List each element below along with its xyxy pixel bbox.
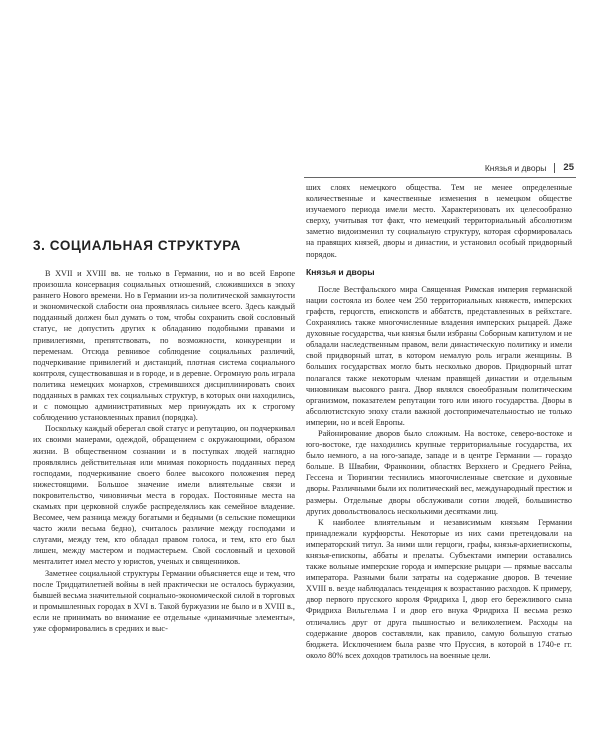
right-paragraph-3: К наиболее влиятельным и независимым князьям Германии принадлежали курфюрсты. Некоторые из них сами претендовали на императорский титул. За ними шли герцоги, графы, князья-архиепископы, князья-епископы, аббаты и прелаты. Субъектами империи оставались также вольные имперские города и имперские рыцари — прямые вассалы императора. Разными были затраты на содержание дворов. В течение XVIII в. везде наблюдалась тенденция к возрастанию расходов. К примеру, двор первого прусского короля Фридриха I, двор его бережливого сына Фридриха Вильгельма I и двор его внука Фридриха II весьма резко отличались друг от друга пышностью и великолепием. Расходы на содержание дворов составляли, как правило, самую большую статью бюджета. Исключением была разве что Пруссия, в которой в 1740-е гг. около 80% всех доходов тратилось на военные цели. [306,517,572,660]
right-paragraph-continued: ших слоях немецкого общества. Тем не менее определенные количественные и качественные изменения в немецком обществе изучаемого периода имели место. Характеризовать их целесообразно сверху, учитывая тот факт, что немецкий территориальный абсолютизм заметно видоизменил ту социальную структуру, которая сформировалась на правящих князей, дворы и династии, и установил особый придворный порядок. [306,183,572,259]
running-head [304,162,574,173]
right-column [306,182,572,661]
header-rule [304,177,576,178]
right-paragraph-2: Райониpование дворов было сложным. На востоке, северо-востоке и юго-востоке, где находились крупные территориальные государства, их было немного, а на юго-западе, западе и в центре Германии — гораздо больше. В Швабии, Франконии, областях Верхнего и Среднего Рейна, Гессена и Тюрингии теснились многочисленные светские и духовные дворы. Различными были их политический вес, международный престиж и размеры. Отдельные дворы обслуживали сотни людей, большинство других довольствовалось несколькими десятками лиц. [306,428,572,516]
right-paragraph-1: После Вестфальского мира Священная Римская империя германской нации состояла из более чем 250 территориальных княжеств, имперских графств, герцогств, епископств и аббатств, представленных в рейхстаге. Сохранялись также многочисленные владения имперских рыцарей. Даже духовные государства, чьи князья были избраны Соборным капитулом и не обладали наследственным правом, вели династическую политику и имели свой придворный штат, в котором немалую роль играли женщины. В больших государствах могло быть несколько дворов. Придворный штат полагался также некоторым членам правящей династии и отдельным чиновникам высокого ранга. Двор являлся своеобразным политическим организмом, показателем репутации того или иного государства. Дворы в абсолютистскую эпоху стали важной достопримечательностью не только империи, но и всей Европы. [306,284,572,427]
left-paragraph-1: В XVII и XVIII вв. не только в Германии, но и во всей Европе произошла консервация социальных отношений, сложившихся в эпоху раннего Нового времени. Но в Германии из-за политической замкнутости и экономической слабости она проявлялась сильнее всего. Здесь каждый подданный должен был думать о том, чтобы сохранить свой сословный статус, не допустить других к обладанию подобными правами и привилегиями, препятствовать, по возможности, конкуренции и переменам. Отсюда ревнивое соблюдение социальных различий, подчеркивание привилегий и дистанций, плотная система социального контроля, существовавшая и в городе, и в деревне. Огромную роль играла политика немецких монархов, стремившихся дисциплинировать своих подданных в рамках тех социальных структур, в которых они находились, и с помощью административных мер принуждать их к строгому соблюдению установленных правил (порядка). [33,269,295,423]
running-title: Князья и дворы [484,162,547,173]
left-paragraph-3: Заметнее социальной структуры Германии объясняется еще и тем, что после Тридцатилетней войны в ней практически не осталось буржуазии, бывшей весьма значительной социально-экономической силой в торговых и промышленных городах в XVI в. Такой буржуазии не было и в XVIII в., если не принимать во внимание ее отдельные «динамичные элементы», уже сформировались в средних и выс- [33,568,295,633]
header-separator [554,163,555,173]
left-paragraph-2: Поскольку каждый оберегал свой статус и репутацию, он подчеркивал их своими манерами, одеждой, обращением с окружающими, образом жизни. В общественном сознании и в поступках людей наглядно проявлялись действительная или мнимая покорность подданных перед господами, подчеркивание своего более высокого положения перед нижестоящими. Большое значение имели влиятельные связи и покровительство, чиновничьи места в городах. Постоянные места на скамьях при церковной службе распределялись как семейное владение. Весомее, чем разница между богатыми и бедными (в сельские помещики часто жили весьма бедно), считалось различие между господами и слугами, между тем, кто обладал правом голоса, и тем, кто его был лишен, между мастером и подмастерьем. Свой сословный и цеховой менталитет имел место у юристов, ученых и священников. [33,424,295,567]
section-title: 3. СОЦИАЛЬНАЯ СТРУКТУРА [33,238,242,253]
subsection-title: Князья и дворы [306,266,375,277]
page-number: 25 [563,162,574,173]
left-column [33,268,295,634]
